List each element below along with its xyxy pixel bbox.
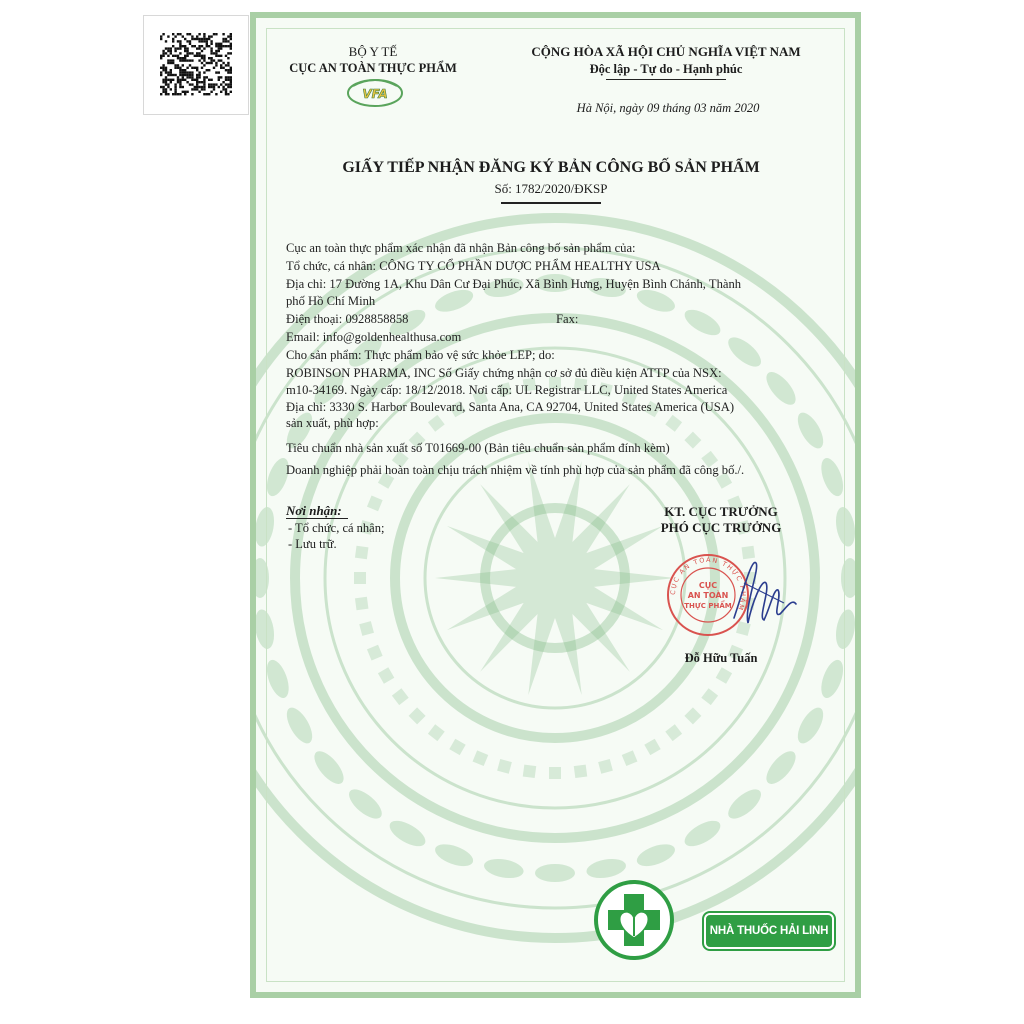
recipient-item: - Tổ chức, cá nhân;	[288, 521, 385, 535]
pharmacy-logo	[594, 880, 674, 960]
seal-outer-text: CỤC AN TOÀN THỰC PHẨM	[668, 555, 748, 613]
vfa-logo-text: VFA	[362, 87, 388, 101]
motto-underline	[606, 79, 726, 80]
recipients-underline	[286, 518, 348, 519]
product-line-5: sản xuất, phù hợp:	[286, 416, 379, 430]
product-line-2: ROBINSON PHARMA, INC Số Giấy chứng nhận cơ sở đủ điều kiện ATTP của NSX:	[286, 366, 722, 380]
recipient-item: - Lưu trữ.	[288, 537, 337, 551]
issue-date: Hà Nội, ngày 09 tháng 03 năm 2020	[576, 101, 760, 115]
vfa-logo	[345, 76, 405, 108]
handwritten-signature	[714, 548, 814, 638]
document-number: Số: 1782/2020/ĐKSP	[494, 181, 608, 196]
title-underline	[501, 202, 601, 204]
product-line-4: Địa chỉ: 3330 S. Harbor Boulevard, Santa Ana, CA 92704, United States America (USA)	[286, 400, 735, 414]
qr-code	[160, 33, 232, 97]
signer-title-1: KT. CỤC TRƯỞNG	[664, 504, 778, 519]
standard-line: Tiêu chuẩn nhà sản xuất số T01669-00 (Bản tiêu chuẩn sản phẩm đính kèm)	[286, 441, 670, 455]
body-line-1: Cục an toàn thực phẩm xác nhận đã nhận Bản công bố sản phẩm của:	[286, 241, 636, 255]
body-line-3: Địa chỉ: 17 Đường 1A, Khu Dân Cư Đại Phúc, Xã Bình Hưng, Huyện Bình Chánh, Thành	[286, 277, 742, 291]
email: Email: info@goldenhealthusa.com	[286, 330, 462, 344]
product-line-3: m10-34169. Ngày cấp: 18/12/2018. Nơi cấp: UL Registrar LLC, United States America	[286, 383, 728, 397]
recipients-heading: Nơi nhận:	[286, 503, 342, 518]
seal-text-1: CỤC	[698, 581, 718, 590]
certificate	[250, 12, 861, 998]
signer-name: Đỗ Hữu Tuấn	[684, 651, 758, 665]
pharmacy-name-badge: NHÀ THUỐC HẢI LINH	[704, 913, 834, 949]
seal-text-3: THỰC PHẨM	[684, 602, 732, 610]
product-line-1: Cho sản phẩm: Thực phẩm bảo vệ sức khỏe LEP; do:	[286, 348, 555, 362]
document-title: GIẤY TIẾP NHẬN ĐĂNG KÝ BẢN CÔNG BỐ SẢN PHẨM	[342, 159, 760, 176]
phone: Điện thoại: 0928858858	[286, 312, 409, 326]
agency-name: CỤC AN TOÀN THỰC PHẨM	[289, 61, 457, 75]
seal-text-2: AN TOÀN	[687, 591, 729, 600]
body-line-4: phố Hồ Chí Minh	[286, 294, 376, 308]
body-line-2: Tổ chức, cá nhân: CÔNG TY CỔ PHẦN DƯỢC PHẨM HEALTHY USA	[286, 259, 661, 273]
qr-code-box	[143, 15, 249, 115]
signer-title-2: PHÓ CỤC TRƯỞNG	[660, 520, 782, 535]
responsibility-line: Doanh nghiệp phải hoàn toàn chịu trách nhiệm về tính phù hợp của sản phẩm đã công bố./.	[286, 463, 745, 477]
fax: Fax:	[556, 312, 579, 326]
republic-name: CỘNG HÒA XÃ HỘI CHỦ NGHĨA VIỆT NAM	[531, 44, 801, 59]
motto: Độc lập - Tự do - Hạnh phúc	[589, 62, 743, 76]
ministry-name: BỘ Y TẾ	[348, 44, 398, 59]
